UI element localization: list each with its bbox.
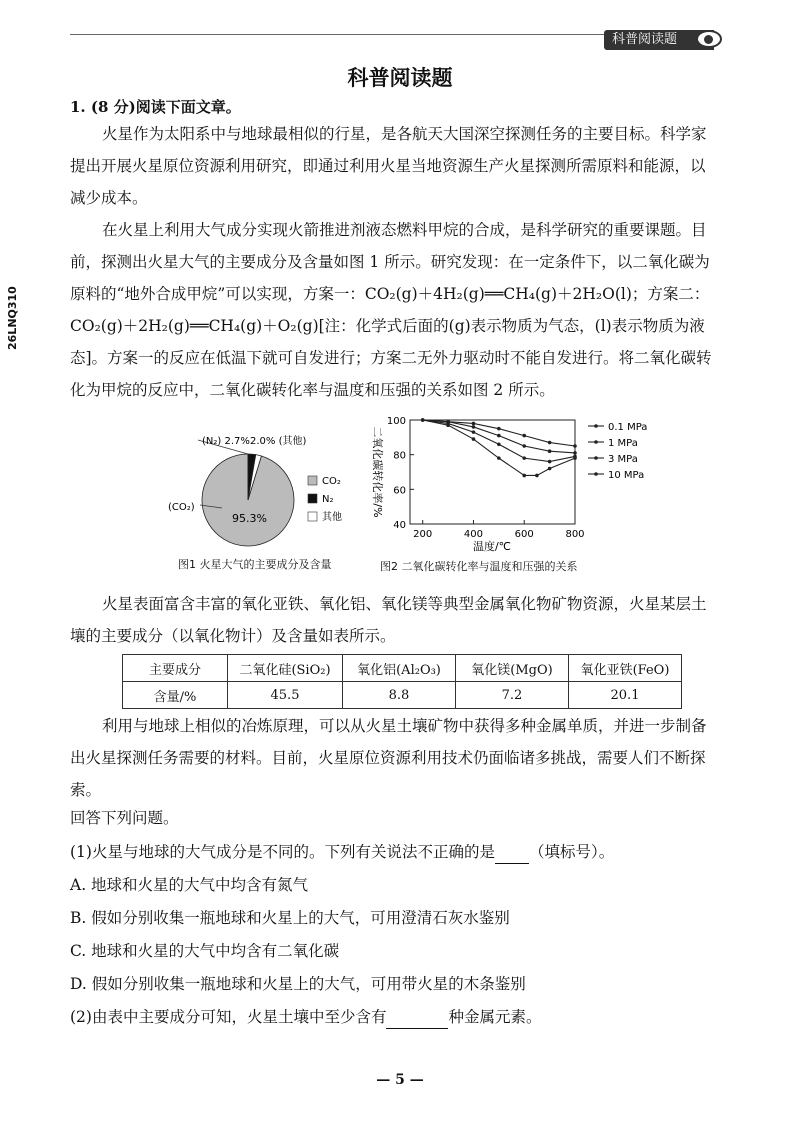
q1-stem: [70, 840, 720, 864]
q1-option-b: B. 假如分别收集一瓶地球和火星上的大气，可用澄清石灰水鉴别: [70, 909, 510, 927]
q1-stem-before: (1)火星与地球的大气成分是不同的。下列有关说法不正确的是: [70, 843, 495, 861]
data-point: [573, 455, 577, 459]
q1-option-a: A. 地球和火星的大气中均含有氮气: [70, 876, 309, 894]
q2-stem-before: (2)由表中主要成分可知，火星土壤中至少含有: [70, 1008, 387, 1026]
q2-answer-blank[interactable]: [386, 1028, 448, 1029]
data-point: [472, 422, 476, 426]
side-code: 26LNQ310: [6, 286, 19, 350]
legend-swatch-co2: [308, 476, 317, 485]
table-row-label: 含量/%: [123, 682, 228, 709]
table-header-cell: 二氧化硅(SiO₂): [228, 655, 343, 682]
data-point: [535, 474, 539, 478]
pie-label-n2: (N₂) 2.7%: [202, 436, 250, 447]
answer-intro: 回答下列问题。: [70, 809, 179, 827]
page-title: 科普阅读题: [347, 65, 453, 90]
table-row: [123, 682, 682, 709]
data-point: [548, 467, 552, 471]
y-tick-label: 60: [393, 485, 406, 497]
x-tick-label: 600: [514, 529, 534, 540]
y-tick-label: 100: [386, 416, 406, 427]
data-point: [522, 456, 526, 460]
data-point: [522, 434, 526, 438]
legend-label-other: 其他: [322, 512, 342, 523]
pie-label-center: 95.3%: [232, 512, 267, 525]
paragraph-4: 利用与地球上相似的冶炼原理，可以从火星土壤矿物中获得多种金属单质，并进一步制备出火星探测任务需要的材料。目前，火星原位资源利用技术仍面临诸多挑战，需要人们不断探索。: [70, 717, 707, 799]
q2-stem: [70, 1005, 720, 1029]
data-point: [522, 474, 526, 478]
paragraph-3: 火星表面富含丰富的氧化亚铁、氧化铝、氧化镁等典型金属氧化物矿物资源，火星某层土壤的主要成分（以氧化物计）及含量如表所示。: [70, 595, 707, 645]
y-axis-label: 二氧化碳转化率/%: [371, 426, 384, 518]
table-cell: 7.2: [456, 682, 569, 709]
pie-label-other: 2.0% (其他): [250, 436, 307, 447]
figure1-caption: 图1 火星大气的主要成分及含量: [178, 558, 332, 571]
x-tick-label: 400: [463, 529, 484, 540]
legend-swatch-other: [308, 512, 317, 521]
figure2-caption: 图2 二氧化碳转化率与温度和压强的关系: [380, 560, 578, 573]
legend-label: 0.1 MPa: [608, 422, 648, 433]
legend-marker: [594, 472, 598, 476]
data-point: [472, 425, 476, 429]
series-line-2: [423, 420, 575, 462]
legend-label-n2: N₂: [322, 494, 334, 505]
figure2-line-chart: [360, 408, 660, 558]
page-number: — 5 —: [376, 1072, 424, 1088]
table-header-cell: 主要成分: [123, 655, 228, 682]
data-point: [421, 418, 425, 422]
legend-marker: [594, 456, 598, 460]
table-header-cell: 氧化铝(Al₂O₃): [343, 655, 456, 682]
table-header-cell: 氧化亚铁(FeO): [569, 655, 682, 682]
table-cell: 45.5: [228, 682, 343, 709]
legend-swatch-n2: [308, 494, 317, 503]
legend-label-co2: CO₂: [322, 476, 341, 487]
data-point: [497, 427, 501, 431]
q2-stem-after: 种金属元素。: [448, 1008, 542, 1026]
figure1-pie-chart: [160, 420, 370, 550]
legend-marker: [594, 424, 598, 428]
data-point: [472, 430, 476, 434]
q1-option-d: D. 假如分别收集一瓶地球和火星上的大气，可用带火星的木条鉴别: [70, 975, 526, 993]
x-tick-label: 800: [565, 529, 585, 540]
series-line-4: [423, 420, 575, 446]
legend-label: 3 MPa: [608, 454, 638, 465]
soil-table: [122, 654, 682, 709]
x-tick-label: 200: [413, 529, 433, 540]
data-point: [497, 434, 501, 438]
table-cell: 20.1: [569, 682, 682, 709]
y-tick-label: 40: [393, 520, 406, 531]
question-number: 1. (8 分)阅读下面文章。: [70, 98, 241, 116]
data-point: [548, 460, 552, 464]
data-point: [573, 451, 577, 455]
data-point: [522, 444, 526, 448]
x-axis-label: 温度/℃: [472, 540, 512, 553]
data-point: [472, 437, 476, 441]
table-header-row: [123, 655, 682, 682]
q1-stem-after: （填标号）。: [528, 843, 615, 861]
data-point: [573, 444, 577, 448]
table-cell: 8.8: [343, 682, 456, 709]
data-point: [497, 442, 501, 446]
data-point: [548, 441, 552, 445]
legend-label: 10 MPa: [608, 470, 645, 481]
data-point: [446, 420, 450, 424]
q1-option-c: C. 地球和火星的大气中均含有二氧化碳: [70, 942, 340, 960]
legend-marker: [594, 440, 598, 444]
legend-label: 1 MPa: [608, 438, 638, 449]
pie-label-co2: (CO₂): [168, 502, 195, 513]
y-tick-label: 80: [393, 450, 406, 462]
eye-icon: [696, 30, 722, 48]
section-tab: 科普阅读题: [604, 30, 714, 50]
paragraph-2: 在火星上利用大气成分实现火箭推进剂液态燃料甲烷的合成，是科学研究的重要课题。目前，探测出火星大气的主要成分及含量如图 1 所示。研究发现：在一定条件下，以二氧化碳为原料的“地外合成甲烷”可以实现，方案一：CO₂(g)＋4H₂(g)══CH₄(g)＋2H₂O(l)；方案二：CO₂(g)＋2H₂(g)══CH₄(g)＋O₂(g)[注：化学式后面的(g)表示物质为气态，(l)表示物质为液态]。方案一的反应在低温下就可自发进行；方案二无外力驱动时不能自发进行。将二氧化碳转化为甲烷的反应中，二氧化碳转化率与温度和压强的关系如图 2 所示。: [70, 221, 712, 399]
table-header-cell: 氧化镁(MgO): [456, 655, 569, 682]
paragraph-1: 火星作为太阳系中与地球最相似的行星，是各航天大国深空探测任务的主要目标。科学家提出开展火星原位资源利用研究，即通过利用火星当地资源生产火星探测所需原料和能源，以减少成本。: [70, 125, 707, 207]
data-point: [548, 449, 552, 453]
q1-answer-blank[interactable]: [495, 863, 529, 864]
plot-frame: [410, 420, 575, 524]
data-point: [497, 456, 501, 460]
